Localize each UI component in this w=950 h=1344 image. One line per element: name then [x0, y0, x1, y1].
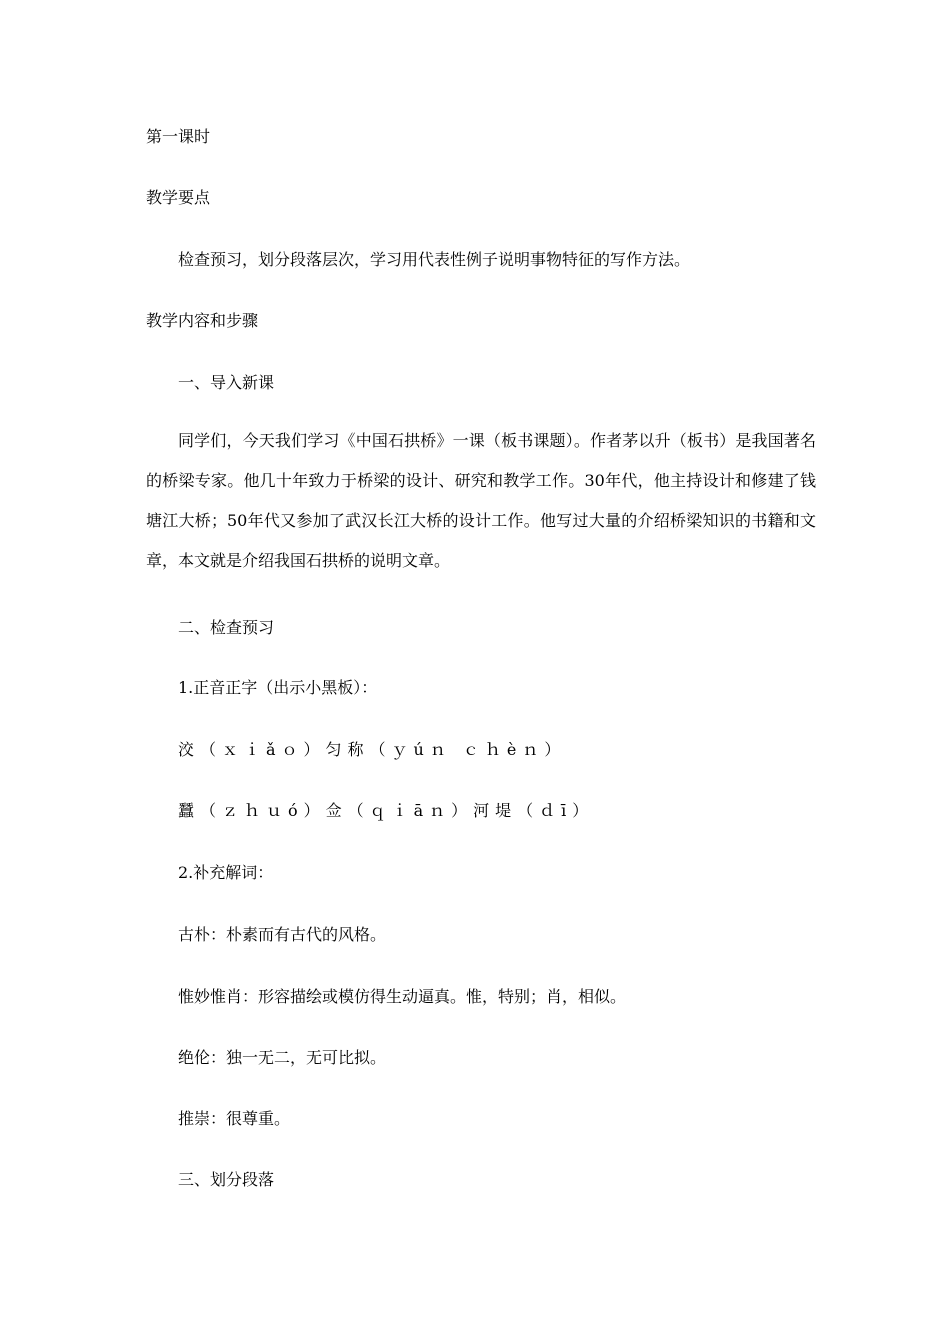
pinyin-line: 洨（ｘｉǎｏ）匀称（ｙúｎ ｃｈèｎ）: [178, 740, 567, 759]
gloss-item: 绝伦：独一无二，无可比拟。: [178, 1048, 387, 1067]
item-pronunciation-title: 1.正音正字（出示小黑板）：: [178, 678, 378, 697]
content-heading: 教学内容和步骤: [146, 311, 259, 330]
gloss-item: 惟妙惟肖：形容描绘或模仿得生动逼真。惟，特别；肖，相似。: [178, 987, 627, 1006]
section-title-preview: 二、检查预习: [178, 618, 275, 637]
section-title-intro: 一、导入新课: [178, 373, 275, 392]
lesson-title: 第一课时: [146, 127, 211, 146]
item-vocabulary-title: 2.补充解词：: [178, 863, 274, 882]
pinyin-line: 蠶（ｚｈｕó）佥（ｑｉāｎ）河堤（ｄī）: [178, 801, 595, 820]
key-points-heading: 教学要点: [146, 188, 211, 207]
key-points-text: 检查预习，划分段落层次，学习用代表性例子说明事物特征的写作方法。: [178, 250, 691, 269]
intro-paragraph: 同学们，今天我们学习《中国石拱桥》一课（板书课题）。作者茅以升（板书）是我国著名的桥梁专家。他几十年致力于桥梁的设计、研究和教学工作。30年代，他主持设计和修建了钱 塘江大桥；50年代又参加了武汉长江大桥的设计工作。他写过大量的介绍桥梁知识的书籍和文章，本文就是介绍我国石拱桥的说明文章。: [146, 431, 816, 570]
section-title-paragraphs: 三、划分段落: [178, 1170, 275, 1189]
gloss-item: 推崇：很尊重。: [178, 1109, 291, 1128]
gloss-item: 古朴：朴素而有古代的风格。: [178, 925, 387, 944]
